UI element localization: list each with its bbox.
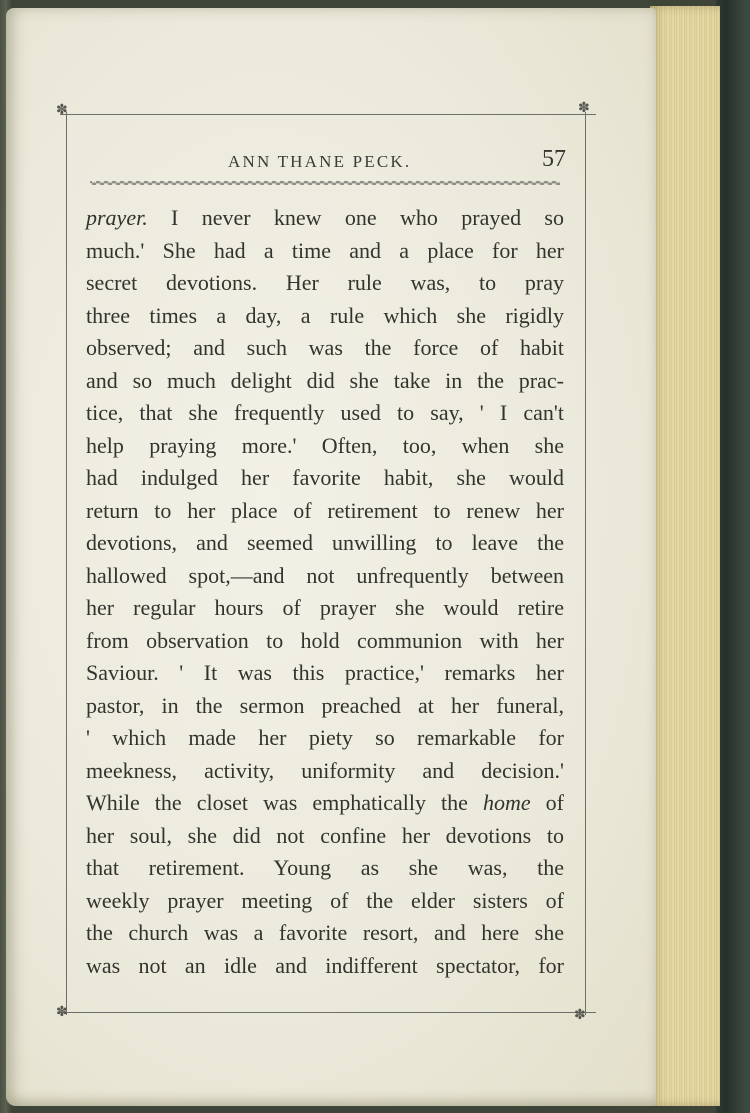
text-line <box>86 820 564 853</box>
text-segment: ' which made her piety so remarkable for <box>86 725 564 750</box>
running-title: ANN THANE PECK. <box>228 152 412 171</box>
book-cover-edge <box>716 0 750 1113</box>
text-segment: three times a day, a rule which she rigidly <box>86 302 564 328</box>
text-segment: her soul, she did not confine her devotions to <box>86 822 564 848</box>
text-line <box>86 690 564 723</box>
text-segment: had indulged her favorite habit, she would <box>86 465 564 490</box>
text-line <box>86 495 564 528</box>
text-line <box>86 657 564 690</box>
text-segment: tice, that she frequently used to say, ' I can't <box>86 400 564 425</box>
text-line <box>86 722 564 755</box>
corner-ornament-icon: ✽ <box>578 100 590 116</box>
text-segment: and so much delight did she take in the prac- <box>86 367 564 393</box>
text-line <box>86 235 564 268</box>
text-segment: her regular hours of prayer she would retire <box>86 595 564 620</box>
text-line <box>86 885 564 918</box>
page-header <box>90 144 570 178</box>
text-line <box>86 917 564 950</box>
text-segment: observed; and such was the force of habit <box>86 335 564 360</box>
corner-ornament-icon: ✽ <box>574 1007 586 1023</box>
text-segment: much.' She had a time and a place for her <box>86 237 564 263</box>
text-segment: return to her place of retirement to renew her <box>86 497 564 523</box>
text-segment: While the closet was emphatically the <box>86 790 483 815</box>
text-line <box>86 527 564 560</box>
text-segment: the church was a favorite resort, and here she <box>86 920 564 945</box>
text-line <box>86 202 564 235</box>
text-segment: of <box>530 790 564 815</box>
text-segment: I never knew one who prayed so <box>147 205 564 230</box>
text-segment: from observation to hold communion with her <box>86 627 564 653</box>
text-segment: secret devotions. Her rule was, to pray <box>86 270 564 295</box>
corner-ornament-icon: ✽ <box>56 1004 68 1020</box>
wavy-header-rule <box>90 178 560 188</box>
text-line <box>86 365 564 398</box>
text-segment: was not an idle and indifferent spectator, for <box>86 952 564 978</box>
text-segment: pastor, in the sermon preached at her funeral, <box>86 692 564 718</box>
text-line <box>86 787 564 820</box>
italic-text: home <box>482 790 531 815</box>
text-segment: Saviour. ' It was this practice,' remarks her <box>86 660 564 685</box>
text-segment: devotions, and seemed unwilling to leave the <box>86 530 564 555</box>
text-line <box>86 397 564 430</box>
text-line <box>86 852 564 885</box>
top-border-rule <box>60 114 596 115</box>
wavy-rule-path <box>90 182 560 185</box>
text-segment: that retirement. Young as she was, the <box>86 855 564 880</box>
text-line <box>86 950 564 983</box>
text-line <box>86 430 564 463</box>
text-line <box>86 592 564 625</box>
text-segment: meekness, activity, uniformity and decision.' <box>86 757 564 783</box>
text-segment: help praying more.' Often, too, when she <box>86 432 564 458</box>
text-line <box>86 332 564 365</box>
text-line <box>86 755 564 788</box>
corner-ornament-icon: ✽ <box>56 102 68 118</box>
bottom-border-rule <box>60 1012 596 1013</box>
text-segment: hallowed spot,—and not unfrequently between <box>86 562 564 588</box>
page-fore-edge <box>650 6 720 1106</box>
text-line <box>86 560 564 593</box>
text-segment: weekly prayer meeting of the elder sisters of <box>86 887 564 913</box>
text-line <box>86 267 564 300</box>
text-line <box>86 625 564 658</box>
text-line <box>86 462 564 495</box>
text-line <box>86 300 564 333</box>
italic-text: prayer. <box>86 205 148 230</box>
body-text <box>86 202 564 982</box>
page-number: 57 <box>542 146 566 172</box>
